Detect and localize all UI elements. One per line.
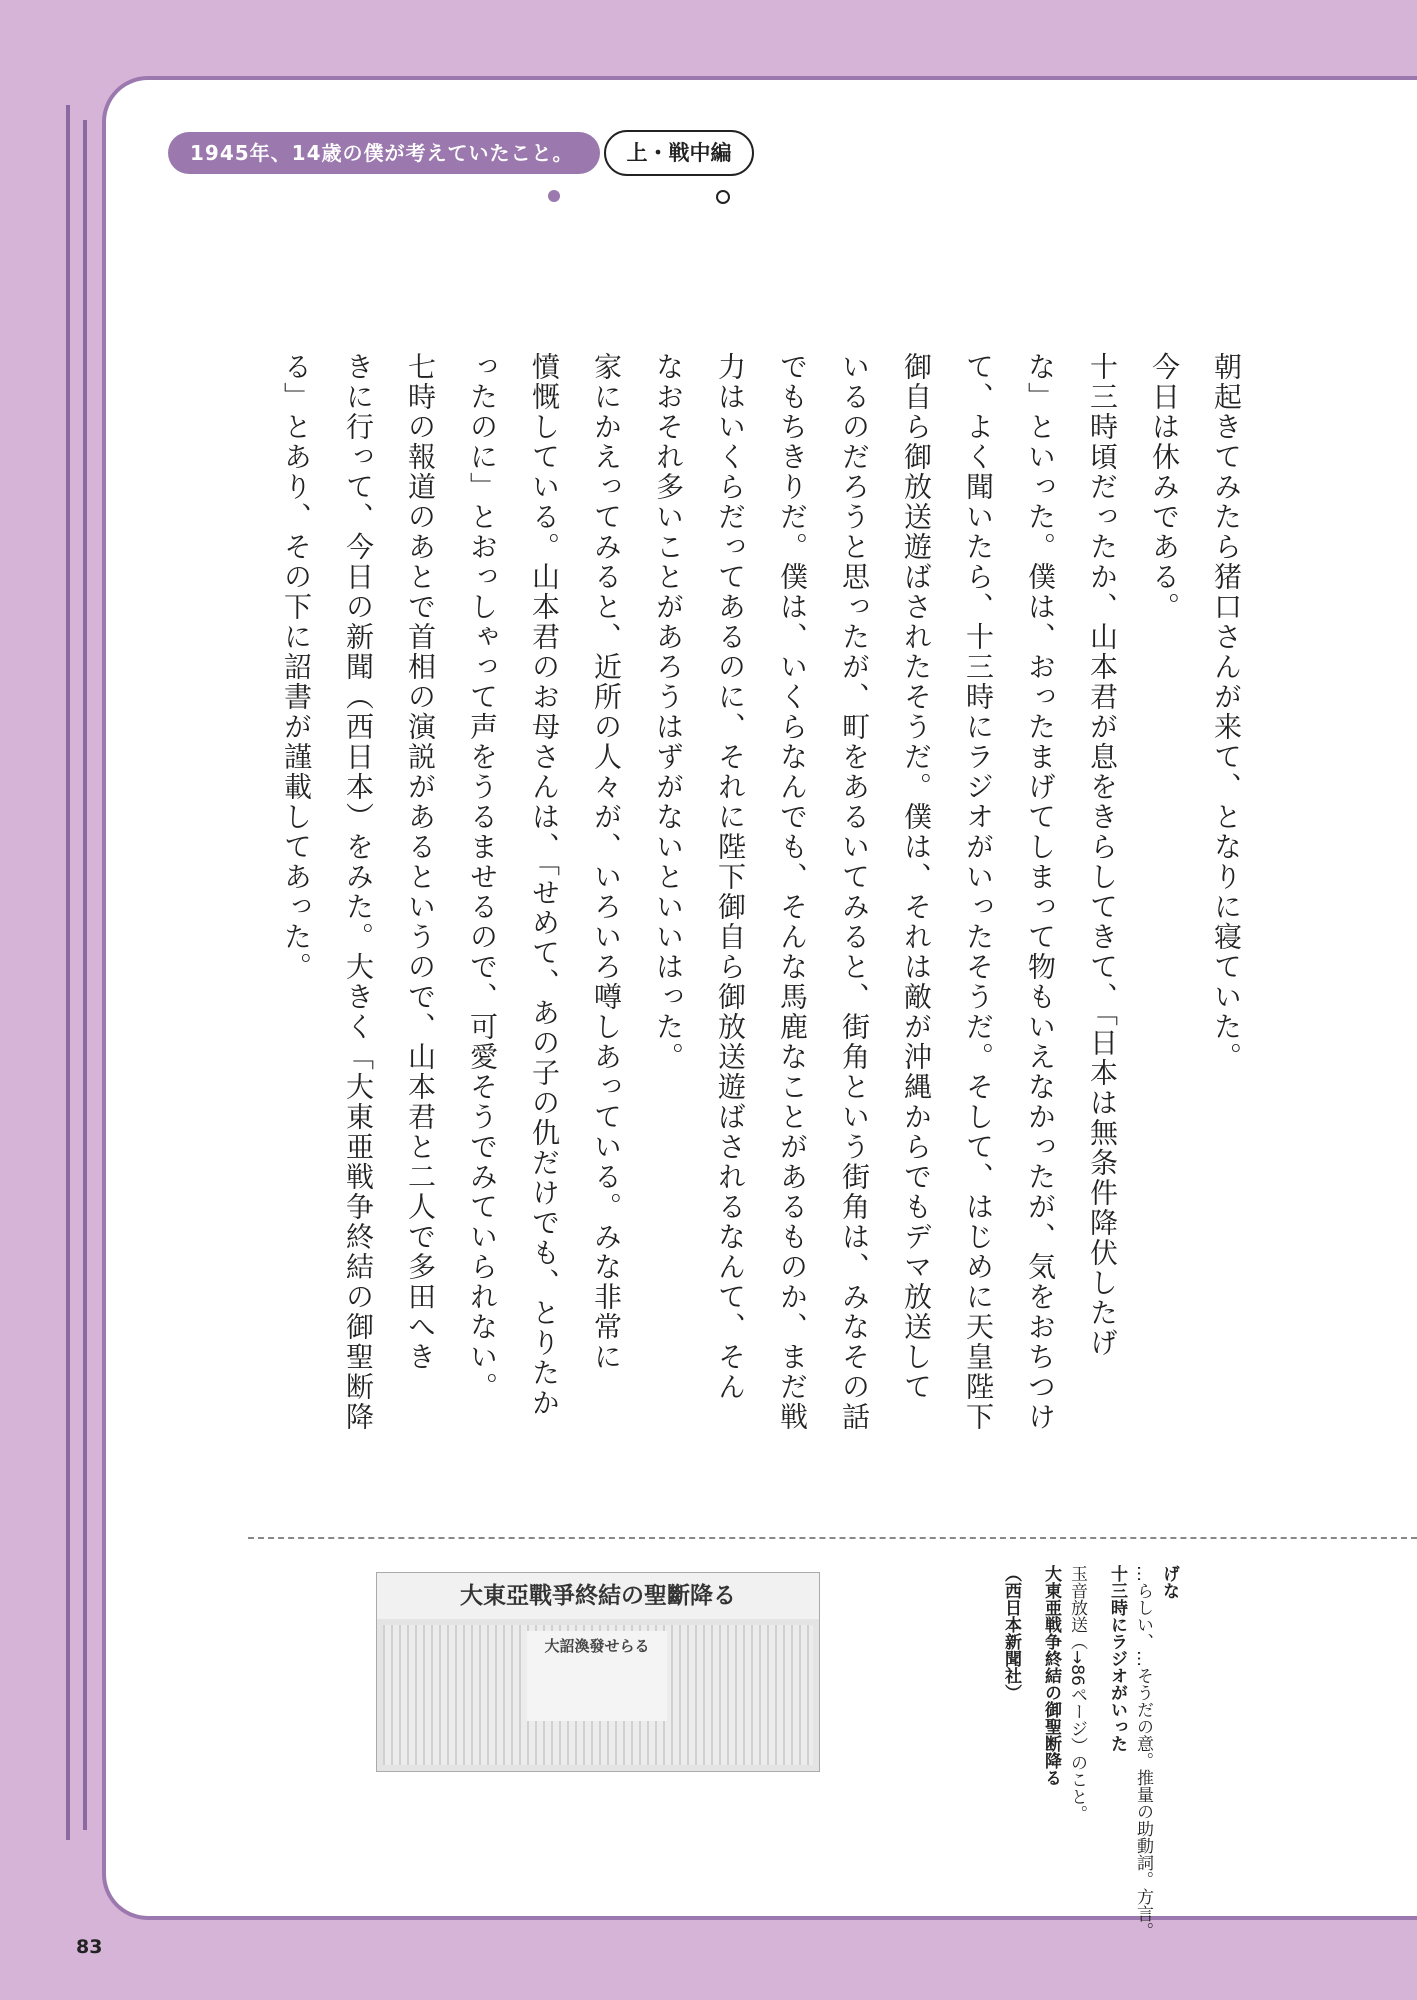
paragraph: る」とあり、その下に詔書が謹載してあった。 — [280, 352, 313, 982]
paragraph: 十三時頃だったか、山本君が息をきらしてきて、「日本は無条件降伏したげ — [1086, 352, 1119, 1358]
newspaper-image — [376, 1572, 820, 1772]
note-text: 玉音放送（→86ページ）のこと。 — [1067, 1565, 1087, 1822]
paragraph: 朝起きてみたら猪口さんが来て、となりに寝ていた。 — [1210, 352, 1243, 1072]
margin-rule-right — [83, 120, 87, 1830]
paragraph: いるのだろうと思ったが、町をあるいてみると、街角という街角は、みなその話 — [838, 352, 871, 1432]
paragraph: きに行って、今日の新聞（西日本）をみた。大きく「大東亜戦争終結の御聖断降 — [342, 352, 375, 1432]
paragraph: 力はいくらだってあるのに、それに陛下御自ら御放送遊ばされるなんて、そん — [714, 352, 747, 1402]
newspaper-headline: 大東亞戰爭終結の聖斷降る — [377, 1573, 819, 1619]
note-term: 十三時にラジオがいった — [1107, 1565, 1127, 1752]
glossary-notes — [998, 1565, 1182, 1939]
paragraph: て、よく聞いたら、十三時にラジオがいったそうだ。そして、はじめに天皇陛下 — [962, 352, 995, 1432]
note-term: 大東亜戦争終結の御聖断降る — [1041, 1565, 1061, 1786]
paragraph: 御自ら御放送遊ばされたそうだ。僕は、それは敵が沖縄からでもデマ放送して — [900, 352, 933, 1402]
paragraph: 七時の報道のあとで首相の演説があるというので、山本君と二人で多田へき — [404, 352, 437, 1372]
paragraph: でもちきりだ。僕は、いくらなんでも、そんな馬鹿なことがあるものか、まだ戦 — [776, 352, 809, 1432]
bubble-dot-large — [548, 190, 560, 202]
paragraph: なおそれ多いことがあろうはずがないといいはった。 — [652, 352, 685, 1072]
main-text — [265, 352, 1257, 1512]
series-title: 1945年、14歳の僕が考えていたこと。 — [168, 132, 600, 174]
paragraph: 憤慨している。山本君のお母さんは、「せめて、あの子の仇だけでも、とりたか — [528, 352, 561, 1418]
paragraph: 家にかえってみると、近所の人々が、いろいろ噂しあっている。みな非常に — [590, 352, 623, 1372]
page-number: 83 — [76, 1936, 103, 1958]
note-text: （西日本新聞社） — [1001, 1565, 1021, 1701]
bubble-dot-outline — [716, 190, 730, 204]
margin-rule-left — [66, 105, 70, 1840]
paragraph: 今日は休みである。 — [1148, 352, 1181, 622]
note-text: …らしい、…そうだの意。推量の助動詞。方言。 — [1133, 1565, 1153, 1939]
section-divider — [248, 1537, 1417, 1539]
paragraph: ったのに」とおっしゃって声をうるませるので、可愛そうでみていられない。 — [466, 352, 499, 1402]
newspaper-subhead: 大詔渙發せらる — [527, 1631, 667, 1721]
paragraph: な」といった。僕は、おったまげてしまって物もいえなかったが、気をおちつけ — [1024, 352, 1057, 1432]
part-label: 上・戦中編 — [604, 130, 754, 176]
note-term: げな — [1159, 1565, 1179, 1599]
